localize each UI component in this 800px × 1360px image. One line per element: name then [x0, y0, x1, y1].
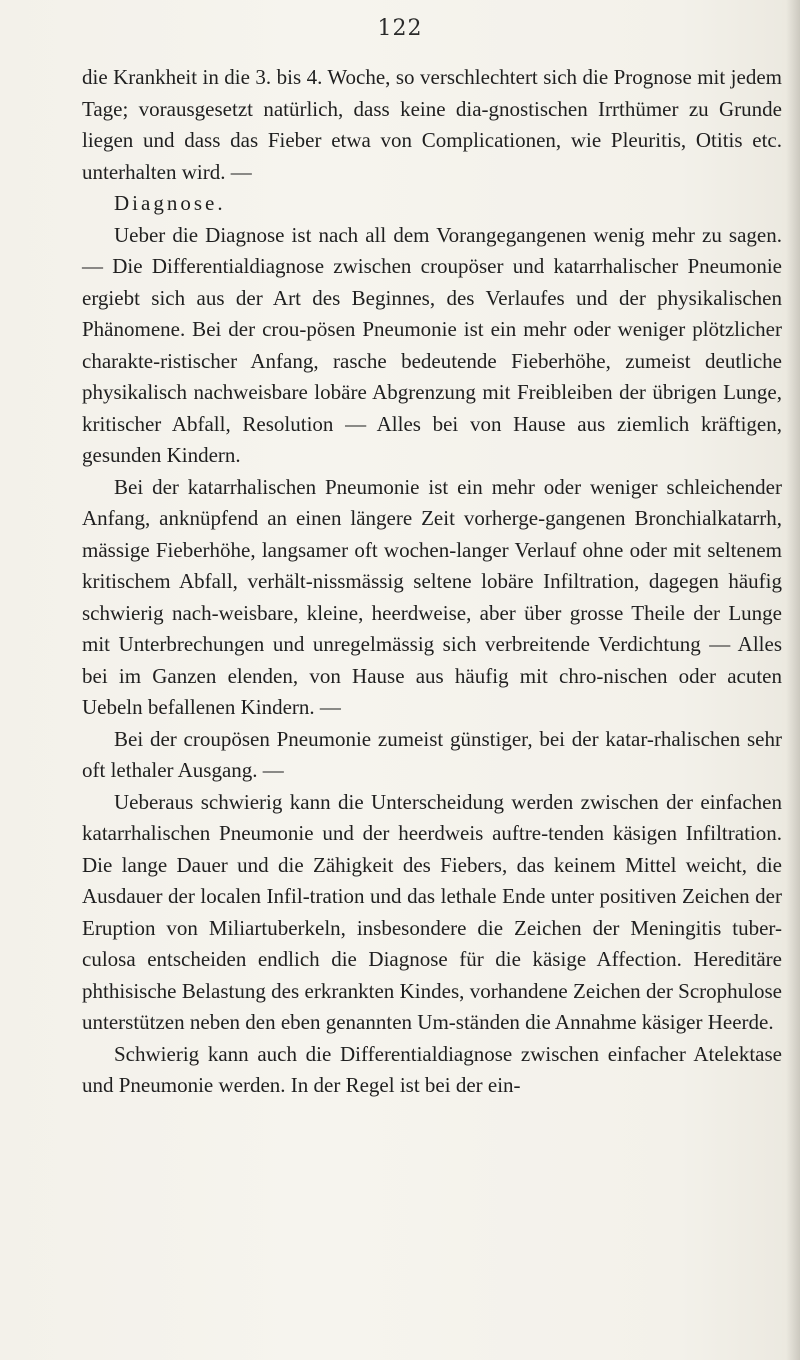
page-edge-shadow [786, 0, 800, 1360]
paragraph-differential-diagnosis: Ueber die Diagnose ist nach all dem Vorangegangenen wenig mehr zu sagen. — Die Differentialdiagnose zwischen croupöser und katarrhalischer Pneumonie ergiebt sich aus der Art des Beginnes, des Verlaufes und der physikalischen Phänomene. Bei der crou-pösen Pneumonie ist ein mehr oder weniger plötzlicher charakte-ristischer Anfang, rasche bedeutende Fieberhöhe, zumeist deutliche physikalisch nachweisbare lobäre Abgrenzung mit Freibleiben der übrigen Lunge, kritischer Abfall, Resolution — Alles bei von Hause aus ziemlich kräftigen, gesunden Kindern. [82, 222, 782, 467]
paragraph-atelectasis: Schwierig kann auch die Differentialdiagnose zwischen einfacher Atelektase und Pneumonie werden. In der Regel ist bei der ein- [82, 1041, 782, 1097]
page-body [82, 62, 782, 1102]
paragraph-caseous-infiltration: Ueberaus schwierig kann die Unterscheidung werden zwischen der einfachen katarrhalischen Pneumonie und der heerdweis auftre-tenden käsigen Infiltration. Die lange Dauer und die Zähigkeit des Fiebers, das keinem Mittel weicht, die Ausdauer der localen Infil-tration und das lethale Ende unter positiven Zeichen der Eruption von Miliartuberkeln, insbesondere die Zeichen der Meningitis tuber-culosa entscheiden endlich die Diagnose für die käsige Affection. Hereditäre phthisische Belastung des erkrankten Kindes, vorhandene Zeichen der Scrophulose unterstützen neben den eben genannten Um-ständen die Annahme käsiger Heerde. [82, 789, 782, 1034]
page-number: 122 [377, 16, 423, 41]
paragraph-outcome: Bei der croupösen Pneumonie zumeist günstiger, bei der katar-rhalischen sehr oft lethaler Ausgang. — [82, 726, 782, 782]
section-heading-diagnose: Diagnose. [114, 191, 226, 215]
paragraph-catarrhal-pneumonia: Bei der katarrhalischen Pneumonie ist ein mehr oder weniger schleichender Anfang, anknüpfend an einen längere Zeit vorherge-gangenen Bronchialkatarrh, mässige Fieberhöhe, langsamer oft wochen-langer Verlauf ohne oder mit seltenem kritischem Abfall, verhält-nissmässig seltene lobäre Infiltration, dagegen häufig schwierig nach-weisbare, kleine, heerdweise, aber über grosse Theile der Lunge mit Unterbrechungen und unregelmässig sich verbreitende Verdichtung — Alles bei im Ganzen elenden, von Hause aus häufig mit chro-nischen oder acuten Uebeln befallenen Kindern. — [82, 474, 782, 719]
paragraph-prognosis-continued: die Krankheit in die 3. bis 4. Woche, so verschlechtert sich die Prognose mit jedem Tage; vorausgesetzt natürlich, dass keine dia-gnostischen Irrthümer zu Grunde liegen und dass das Fieber etwa von Complicationen, wie Pleuritis, Otitis etc. unterhalten wird. — [82, 65, 782, 184]
